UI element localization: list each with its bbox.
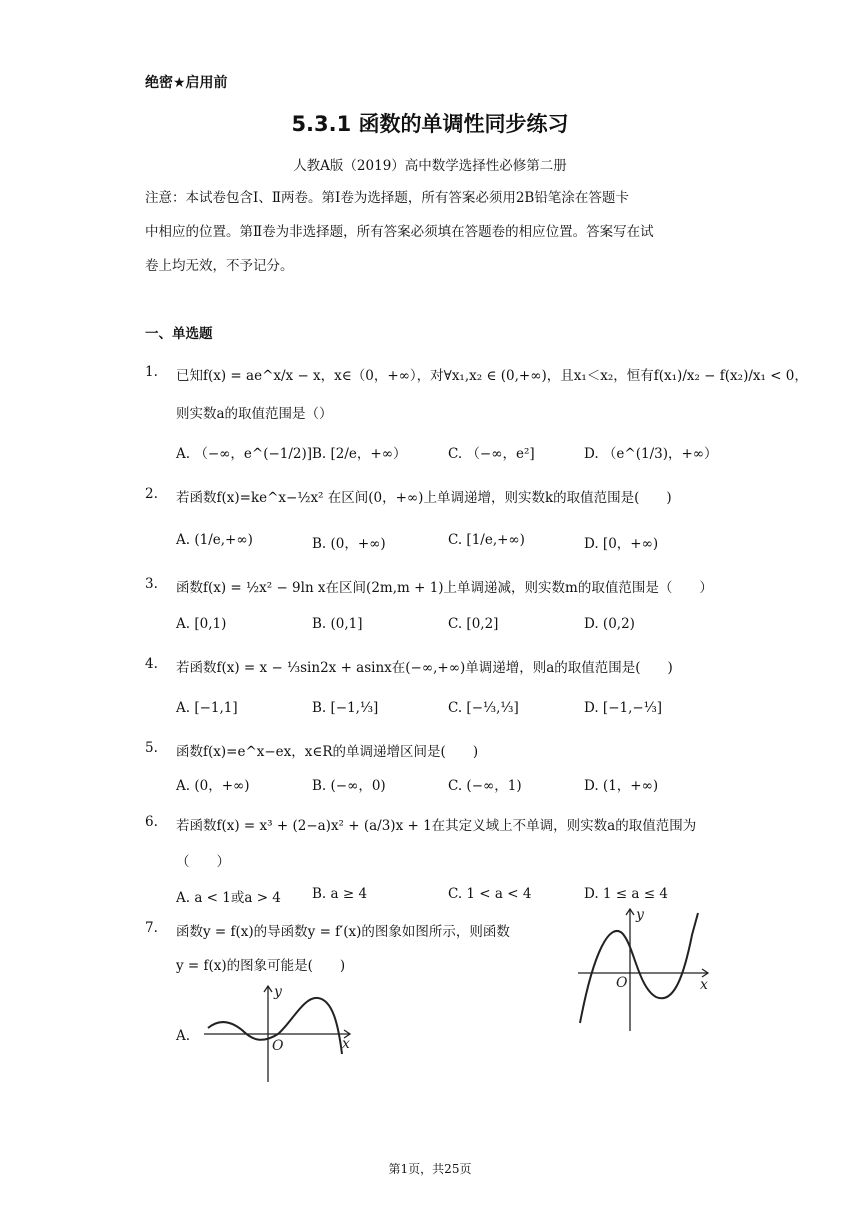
question-number: 7. (145, 920, 158, 936)
x-axis-label: x (342, 1036, 350, 1052)
question-stem: 若函数f(x) = x³ + (2−a)x² + (a/3)x + 1在其定义域上不单调，则实数a的取值范围为 (176, 818, 697, 834)
question-stem: （ ） (176, 854, 230, 870)
page-subtitle: 人教A版（2019）高中数学选择性必修第二册 (293, 158, 567, 174)
option-c: C. [0,2] (448, 616, 499, 632)
option-d: D. （e^(1/3)，+∞） (584, 446, 718, 462)
option-d: D. [0，+∞) (584, 536, 659, 552)
question-stem: 若函数f(x) = x − ⅓sin2x + asinx在(−∞,+∞)单调递增，则a的取值范围是( ) (176, 660, 673, 676)
question-stem: 已知f(x) = ae^x/x − x，x∈（0，+∞），对∀x₁,x₂ ∈ (0,+∞)，且x₁＜x₂，恒有f(x₁)/x₂ − f(x₂)/x₁ < 0， (176, 368, 808, 384)
option-a: A. (176, 1028, 191, 1044)
notice-line: 注意：本试卷包含Ⅰ、Ⅱ两卷。第Ⅰ卷为选择题，所有答案必须用2B铅笔涂在答题卡 (145, 190, 629, 206)
option-c: C. (−∞，1) (448, 778, 522, 794)
option-c: C. （−∞，e²] (448, 446, 535, 462)
option-d: D. [−1,−⅓] (584, 700, 663, 716)
question-stem: 函数y = f(x)的导函数y = f′(x)的图象如图所示，则函数 (176, 924, 510, 940)
option-a: A. (1/e,+∞) (176, 532, 253, 548)
question-stem: 函数f(x) = ½x² − 9ln x在区间(2m,m + 1)上单调递减，则实数m的取值范围是（ ） (176, 580, 713, 596)
option-a: A. [0,1) (176, 616, 227, 632)
confidential-label: 绝密★启用前 (145, 75, 228, 91)
question-number: 1. (145, 364, 158, 380)
option-a: A. [−1,1] (176, 700, 238, 716)
derivative-graph (570, 905, 720, 1035)
origin-label: O (616, 975, 628, 991)
question-number: 4. (145, 656, 158, 672)
option-a: A. a < 1或a > 4 (176, 890, 281, 906)
option-b: B. a ≥ 4 (312, 886, 368, 902)
question-number: 2. (145, 486, 158, 502)
option-d: D. (0,2) (584, 616, 635, 632)
derivative-curve (580, 913, 698, 1023)
page-title: 5.3.1 函数的单调性同步练习 (291, 112, 569, 136)
option-b: B. (0,1] (312, 616, 363, 632)
option-a: A. （−∞，e^(−1/2)] (176, 446, 313, 462)
option-b: B. [−1,⅓] (312, 700, 379, 716)
question-stem: 函数f(x)=e^x−ex，x∈R的单调递增区间是( ) (176, 744, 479, 760)
option-a: A. (0，+∞) (176, 778, 250, 794)
question-stem: 若函数f(x)=ke^x−½x² 在区间(0，+∞)上单调递增，则实数k的取值范围是( ) (176, 490, 672, 506)
option-c: C. [1/e,+∞) (448, 532, 525, 548)
section-title: 一、单选题 (145, 326, 213, 342)
option-b: B. [2/e，+∞） (312, 446, 407, 462)
question-stem: y = f(x)的图象可能是( ) (176, 958, 346, 974)
question-number: 5. (145, 740, 158, 756)
question-number: 3. (145, 576, 158, 592)
option-c: C. 1 < a < 4 (448, 886, 532, 902)
y-axis-label: y (274, 984, 282, 1000)
origin-label: O (272, 1038, 284, 1054)
page-footer: 第1页，共25页 (388, 1162, 472, 1176)
notice-line: 卷上均无效，不予记分。 (145, 258, 294, 274)
option-c: C. [−⅓,⅓] (448, 700, 519, 716)
notice-line: 中相应的位置。第Ⅱ卷为非选择题，所有答案必须填在答题卷的相应位置。答案写在试 (145, 224, 654, 240)
y-axis-label: y (636, 907, 644, 923)
option-a-graph (200, 982, 360, 1086)
option-d: D. (1，+∞) (584, 778, 659, 794)
x-axis-label: x (700, 977, 708, 993)
option-d: D. 1 ≤ a ≤ 4 (584, 886, 668, 902)
option-b: B. (−∞，0) (312, 778, 386, 794)
option-b: B. (0，+∞) (312, 536, 386, 552)
question-stem: 则实数a的取值范围是（） (176, 406, 333, 422)
question-number: 6. (145, 814, 158, 830)
